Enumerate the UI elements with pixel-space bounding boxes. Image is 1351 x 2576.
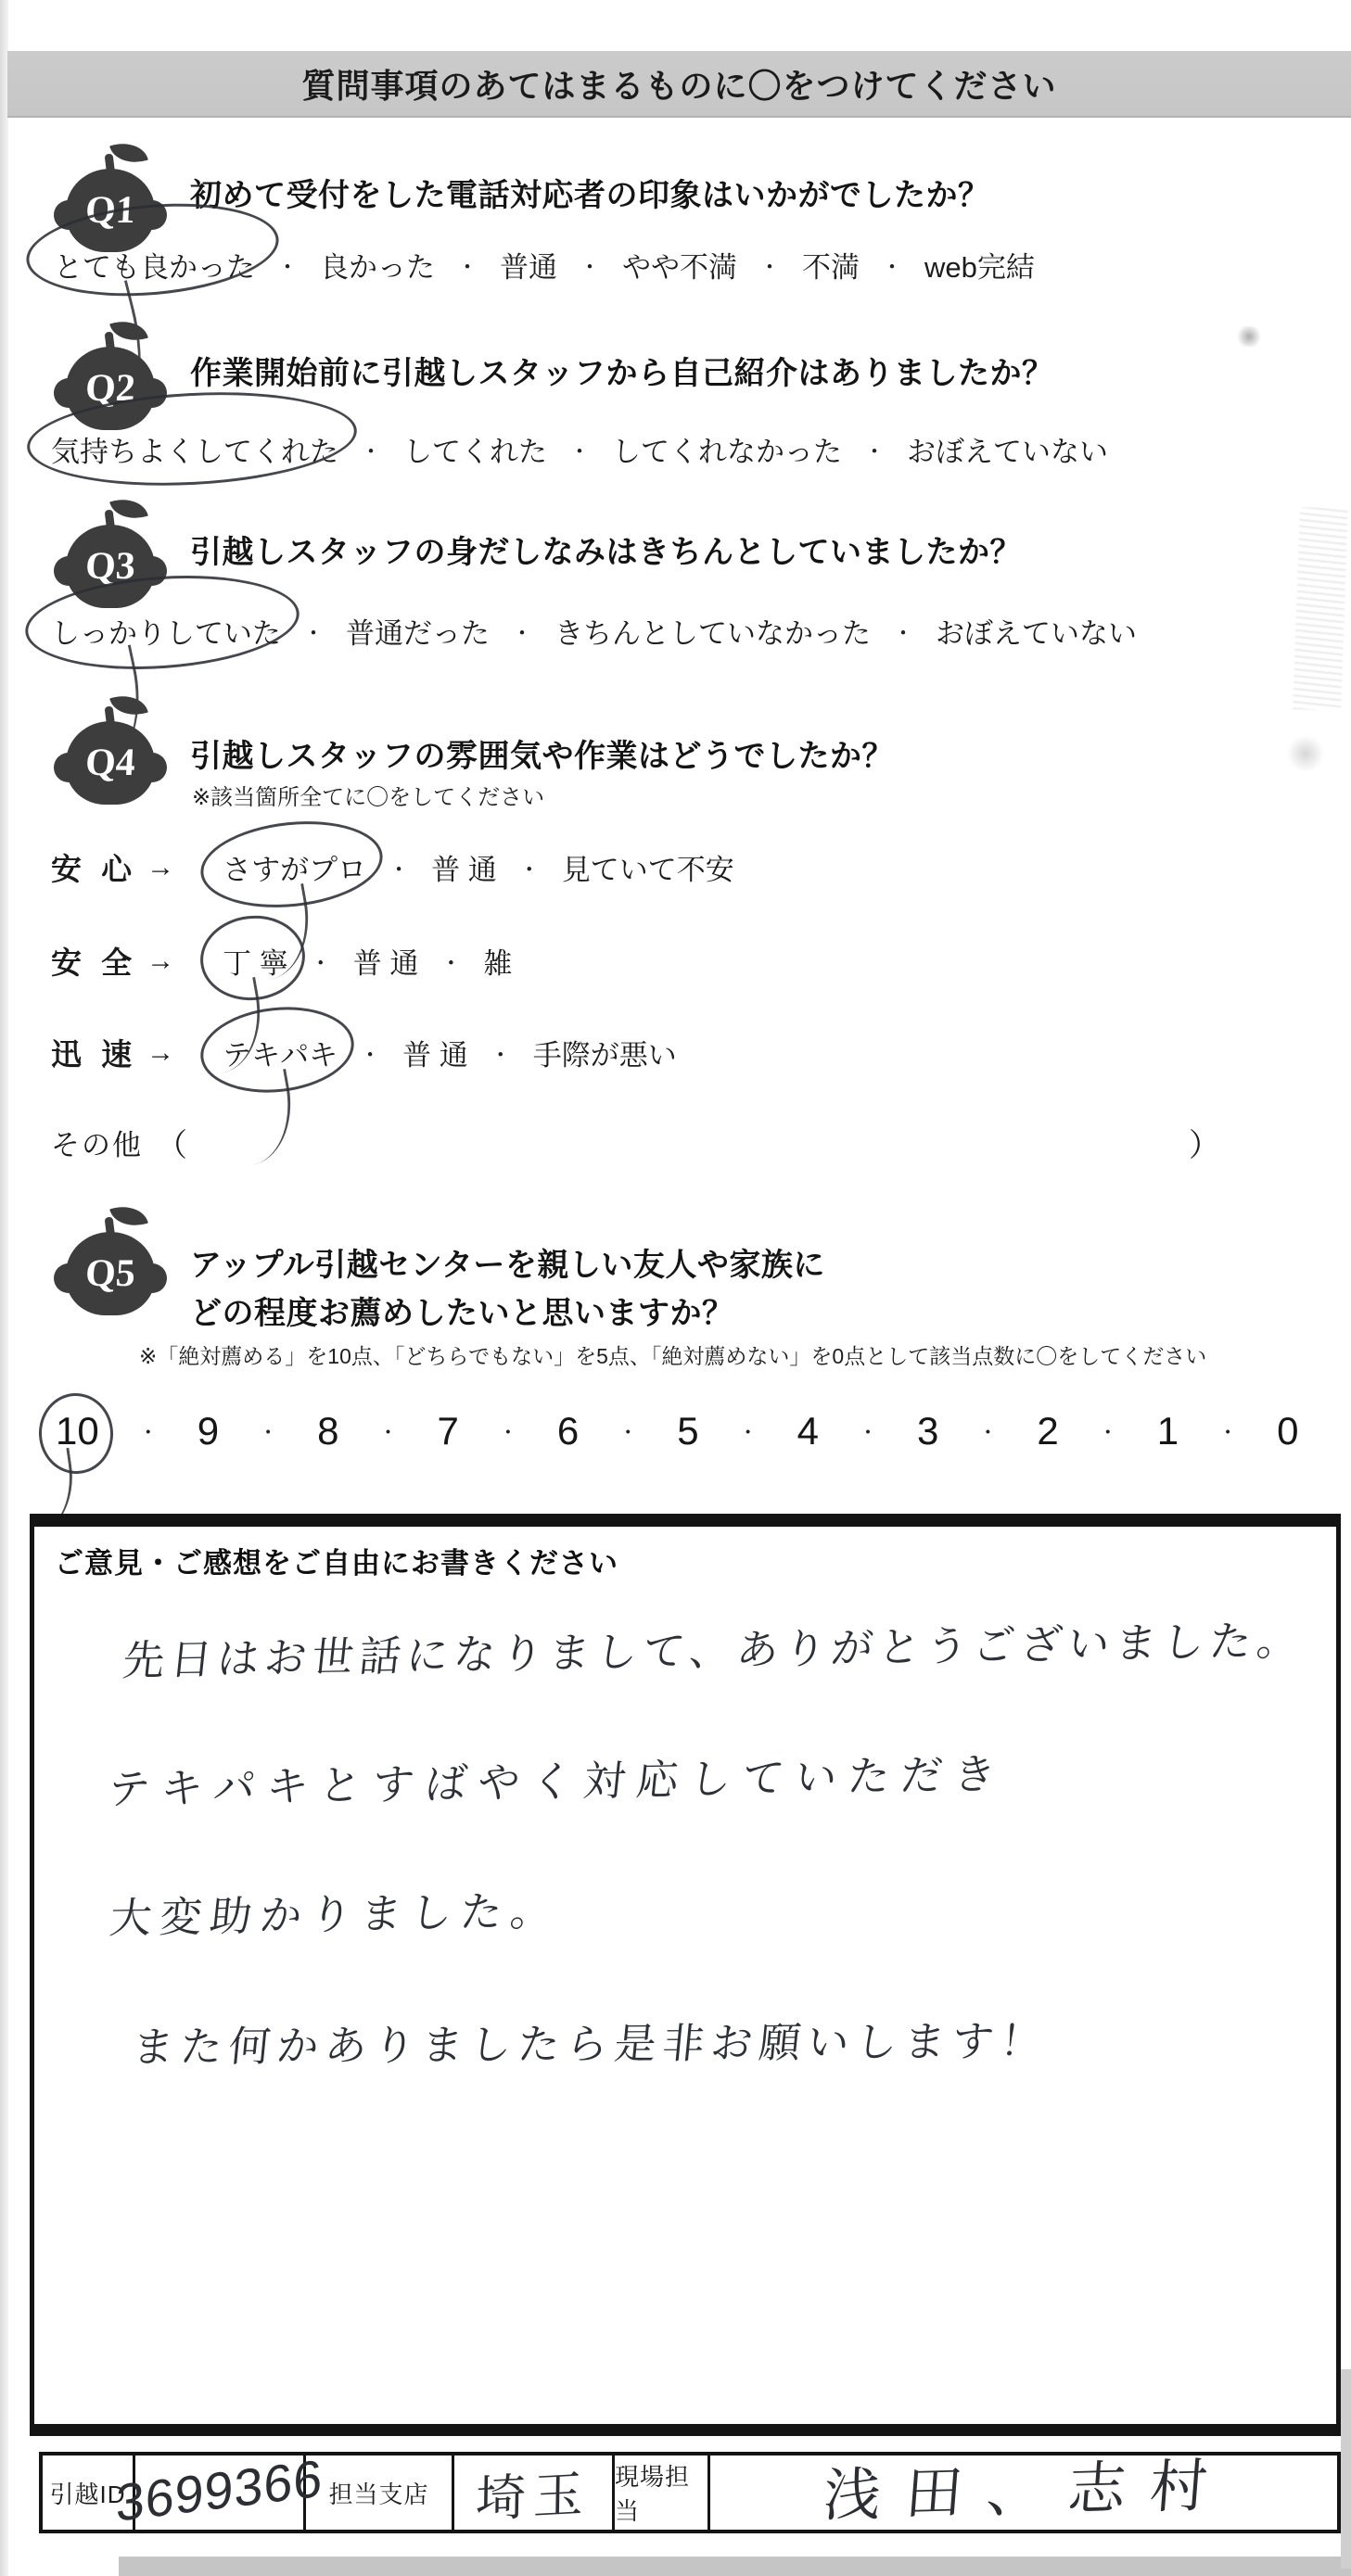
q4-row-label: 迅 速 xyxy=(51,1037,138,1072)
q4-other-label: その他 xyxy=(51,1129,143,1161)
scan-smudge xyxy=(1287,732,1324,775)
branch-value xyxy=(454,2455,615,2530)
q5-question-line1: アップル引越センターを親しい友人や家族に xyxy=(190,1248,825,1283)
option: 雑 xyxy=(483,947,513,980)
option-separator-dot: ・ xyxy=(456,255,478,280)
option: 手際が悪い xyxy=(532,1039,677,1072)
option: 普通 xyxy=(500,251,557,284)
option: 8 xyxy=(317,1409,339,1453)
option-separator-dot: ・ xyxy=(359,1043,382,1068)
option: 0 xyxy=(1277,1409,1299,1453)
option-separator-dot: ・ xyxy=(881,255,903,280)
branch-label: 担当支店 xyxy=(306,2455,454,2530)
option-separator-dot: ・ xyxy=(568,439,591,464)
mascot-leaf-icon xyxy=(109,315,148,348)
q5-note: ※「絶対薦める」を10点、「どちらでもない」を5点、「絶対薦めない」を0点として該当点数に〇をしてください xyxy=(139,1344,1207,1368)
option: 普通だった xyxy=(346,617,490,650)
option-separator-dot: ・ xyxy=(857,1420,878,1444)
option-circled: 10 xyxy=(56,1409,99,1453)
scan-edge-right xyxy=(1341,2369,1351,2569)
option: おぼえていない xyxy=(936,617,1137,650)
q3-question: 引越しスタッフの身だしなみはきちんとしていましたか？ xyxy=(190,535,1022,570)
option-separator-dot: ・ xyxy=(258,1420,279,1444)
moving-id-label: 引越ID xyxy=(43,2455,135,2530)
option-separator-dot: ・ xyxy=(377,1420,399,1444)
option-separator-dot: ・ xyxy=(1217,1420,1239,1444)
q4-other-row xyxy=(51,1120,1220,1165)
option: 4 xyxy=(797,1409,819,1453)
handwritten-comment-line: また何かありましたら是非お願いします！ xyxy=(130,2017,1051,2072)
scan-smudge xyxy=(1293,507,1348,711)
q4-badge: Q4 xyxy=(83,742,137,784)
option-separator-dot: ・ xyxy=(302,621,325,646)
scan-smudge xyxy=(1235,326,1263,347)
option-separator-dot: ・ xyxy=(497,1420,518,1444)
option: 普 通 xyxy=(431,854,497,886)
option-separator-dot: ・ xyxy=(489,1043,512,1068)
q2-badge: Q2 xyxy=(83,367,137,410)
option-separator-dot: ・ xyxy=(1097,1420,1118,1444)
paren-close: ） xyxy=(1189,1128,1220,1163)
mascot-leaf-icon xyxy=(109,137,148,170)
option: 不満 xyxy=(802,251,860,284)
q5-question-line2: どの程度お薦めしたいと思いますか？ xyxy=(190,1296,734,1331)
option: 5 xyxy=(677,1409,699,1453)
option-separator-dot: ・ xyxy=(511,621,533,646)
option-circled: 丁 寧 xyxy=(223,940,288,982)
option: おぼえていない xyxy=(907,436,1108,468)
q5-mascot-icon xyxy=(54,1208,167,1323)
q4-row-jinsoku xyxy=(51,1031,677,1074)
option-separator-dot: ・ xyxy=(517,857,541,882)
q2-options xyxy=(51,428,1108,470)
option: 見ていて不安 xyxy=(561,854,734,886)
site-staff-value xyxy=(710,2455,1337,2530)
option: 良かった xyxy=(320,251,435,284)
arrow-icon: → xyxy=(147,1036,175,1068)
option-separator-dot: ・ xyxy=(388,857,411,882)
q3-mascot-icon xyxy=(54,501,167,615)
q4-row-anshin xyxy=(51,845,734,889)
q4-row-label: 安 全 xyxy=(51,945,138,980)
option-circled: テキパキ xyxy=(223,1032,338,1073)
option-separator-dot: ・ xyxy=(892,621,914,646)
option-separator-dot: ・ xyxy=(440,951,463,976)
q4-row-options xyxy=(223,940,512,982)
handwritten-comment-line: 大変助かりました。 xyxy=(107,1886,564,1943)
site-staff-label: 現場担当 xyxy=(615,2455,710,2530)
q2-question: 作業開始前に引越しスタッフから自己紹介はありましたか？ xyxy=(190,356,1054,391)
comment-box-title: ご意見・ご感想をご自由にお書きください xyxy=(55,1547,618,1580)
q1-badge: Q1 xyxy=(83,189,137,232)
q1-question: 初めて受付をした電話対応者の印象はいかがでしたか？ xyxy=(190,178,990,213)
option: 7 xyxy=(437,1409,459,1453)
form-header-bar xyxy=(7,51,1351,118)
option-circled: とても良かった xyxy=(54,244,255,286)
q2-mascot-icon xyxy=(54,323,167,438)
option: してくれなかった xyxy=(612,436,842,468)
mascot-leaf-icon xyxy=(109,690,148,722)
q1-options xyxy=(54,244,1035,286)
option: きちんとしていなかった xyxy=(554,617,871,650)
handwritten-branch: 埼玉 xyxy=(475,2466,592,2528)
option: 3 xyxy=(916,1409,939,1453)
moving-id-value xyxy=(115,2447,324,2532)
footer-table xyxy=(39,2447,1341,2533)
mascot-leaf-icon xyxy=(109,1200,148,1233)
option-separator-dot: ・ xyxy=(276,255,299,280)
option-circled: しっかりしていた xyxy=(51,610,281,652)
option-circled: 気持ちよくしてくれた xyxy=(51,428,338,470)
handwritten-comment-line: テキパキとすばやく対応していただき xyxy=(105,1750,1010,1814)
option-separator-dot: ・ xyxy=(309,951,332,976)
option: 1 xyxy=(1156,1409,1179,1453)
option-separator-dot: ・ xyxy=(579,255,601,280)
comment-box xyxy=(30,1514,1341,2436)
option-separator-dot: ・ xyxy=(977,1420,999,1444)
q4-row-label: 安 心 xyxy=(51,852,138,886)
handwritten-moving-id: 3699366 xyxy=(115,2447,324,2532)
scan-edge-left xyxy=(0,0,8,2576)
arrow-icon: → xyxy=(147,945,175,976)
paren-open: （ xyxy=(156,1128,187,1163)
option-separator-dot: ・ xyxy=(618,1420,639,1444)
arrow-icon: → xyxy=(147,851,175,882)
q3-badge: Q3 xyxy=(83,545,137,588)
q3-options xyxy=(51,610,1137,652)
q4-row-options xyxy=(223,1032,677,1073)
option: 2 xyxy=(1037,1409,1059,1453)
option-circled: さすがプロ xyxy=(223,846,366,888)
option: 9 xyxy=(197,1409,220,1453)
option-separator-dot: ・ xyxy=(360,439,382,464)
option: やや不満 xyxy=(622,251,737,284)
option: web完結 xyxy=(924,251,1035,284)
option: してくれた xyxy=(403,436,547,468)
scan-edge-bottom xyxy=(119,2557,1351,2576)
q5-badge: Q5 xyxy=(83,1252,137,1295)
q4-mascot-icon xyxy=(54,697,167,812)
option: 6 xyxy=(556,1409,580,1453)
q4-question: 引越しスタッフの雰囲気や作業はどうでしたか？ xyxy=(190,739,894,774)
q5-score-scale xyxy=(56,1409,1298,1453)
q4-note: ※該当箇所全てに〇をしてください xyxy=(192,785,545,810)
option-separator-dot: ・ xyxy=(758,255,781,280)
handwritten-comments xyxy=(34,1616,1336,2142)
handwritten-staff-names: 浅田、志村 xyxy=(821,2454,1234,2529)
form-title: 質問事項のあてはまるものに〇をつけてください xyxy=(301,66,1057,105)
option-separator-dot: ・ xyxy=(737,1420,758,1444)
option: 普 通 xyxy=(352,947,419,980)
option-separator-dot: ・ xyxy=(137,1420,159,1444)
q1-mascot-icon xyxy=(54,145,167,260)
mascot-leaf-icon xyxy=(109,493,148,526)
option: 普 通 xyxy=(402,1039,468,1072)
q4-row-options xyxy=(223,846,734,888)
option-separator-dot: ・ xyxy=(863,439,886,464)
q4-row-anzen xyxy=(51,939,512,983)
handwritten-comment-line: 先日はお世話になりまして、ありがとうございました。 xyxy=(120,1616,1307,1685)
